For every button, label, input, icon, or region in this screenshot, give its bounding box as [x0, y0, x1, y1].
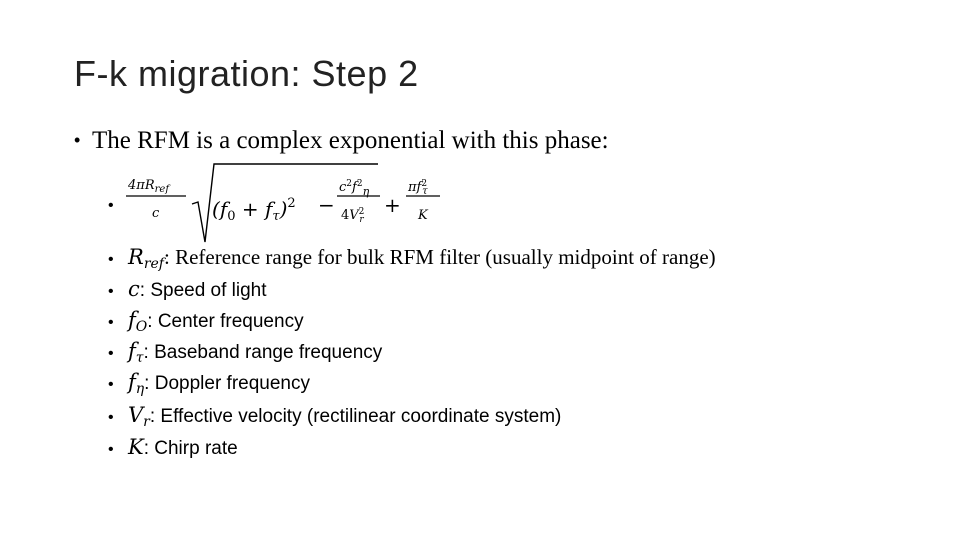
symbol-base: K [128, 435, 144, 459]
definition-bullet-marker: • [108, 314, 114, 331]
definition-text: : Doppler frequency [144, 373, 310, 394]
symbol-base: f [128, 308, 136, 332]
svg-text:c2f2η: $c^2f^2_\eta$ [339, 179, 370, 198]
definition-item-c [108, 279, 267, 300]
symbol-base: c [128, 277, 140, 301]
definition-text: : Reference range for bulk RFM filter (usually midpoint of range) [163, 245, 716, 269]
definition-item-f-tau [108, 341, 382, 365]
symbol-subscript: τ [135, 350, 144, 366]
svg-text:−: − [318, 193, 335, 217]
svg-text:K: K [418, 208, 428, 223]
symbol-subscript: ref [143, 256, 164, 272]
symbol-base: f [128, 370, 136, 394]
phase-formula-equation [108, 162, 468, 246]
symbol-subscript: r [143, 414, 150, 430]
phase-formula [108, 162, 468, 246]
svg-text:πf2τ: $\pi f^2$ τ [408, 179, 428, 197]
main-bullet-marker: • [74, 130, 81, 150]
symbol-subscript: η [135, 381, 145, 397]
definition-text: : Speed of light [139, 280, 267, 301]
definition-text: : Chirp rate [143, 438, 238, 459]
definition-bullet-marker: • [108, 345, 114, 362]
definition-text: : Center frequency [147, 311, 304, 332]
slide-title: F-k migration: Step 2 [74, 53, 419, 94]
definition-bullet-marker: • [108, 251, 114, 268]
definition-item-r-ref [108, 247, 716, 271]
definition-symbol [128, 245, 164, 272]
symbol-base: V [128, 403, 144, 427]
definition-bullet-marker: • [108, 441, 114, 458]
definition-item-k [108, 437, 238, 458]
definition-symbol [128, 308, 148, 335]
symbol-subscript: O [135, 319, 148, 335]
definition-item-f-eta [108, 372, 310, 396]
definition-item-v-r [108, 405, 561, 429]
svg-text:(f0 + fτ)2: $(f_0 + f_\tau)^2$ [212, 196, 296, 224]
definition-bullet-marker: • [108, 409, 114, 426]
svg-text:c: c [152, 206, 160, 221]
definition-symbol [128, 403, 150, 430]
definition-text: : Effective velocity (rectilinear coordinate system) [149, 406, 562, 427]
svg-text:+: + [384, 193, 401, 217]
definition-symbol [128, 339, 144, 366]
definition-symbol [128, 277, 140, 301]
svg-text:4πRref: $4\pi R_{ref}$ [128, 178, 170, 195]
symbol-base: R [128, 245, 144, 269]
definition-symbol [128, 435, 144, 459]
definition-bullet-marker: • [108, 376, 114, 393]
definition-bullet-marker: • [108, 283, 114, 300]
definition-text: : Baseband range frequency [143, 342, 383, 363]
definition-item-f-o [108, 310, 304, 334]
definition-symbol [128, 370, 145, 397]
formula-bullet-marker: • [108, 197, 114, 214]
symbol-base: f [128, 339, 136, 363]
svg-text:4V2r: $4V^2$ r [341, 207, 365, 225]
main-bullet-text: The RFM is a complex exponential with this phase: [92, 127, 609, 154]
